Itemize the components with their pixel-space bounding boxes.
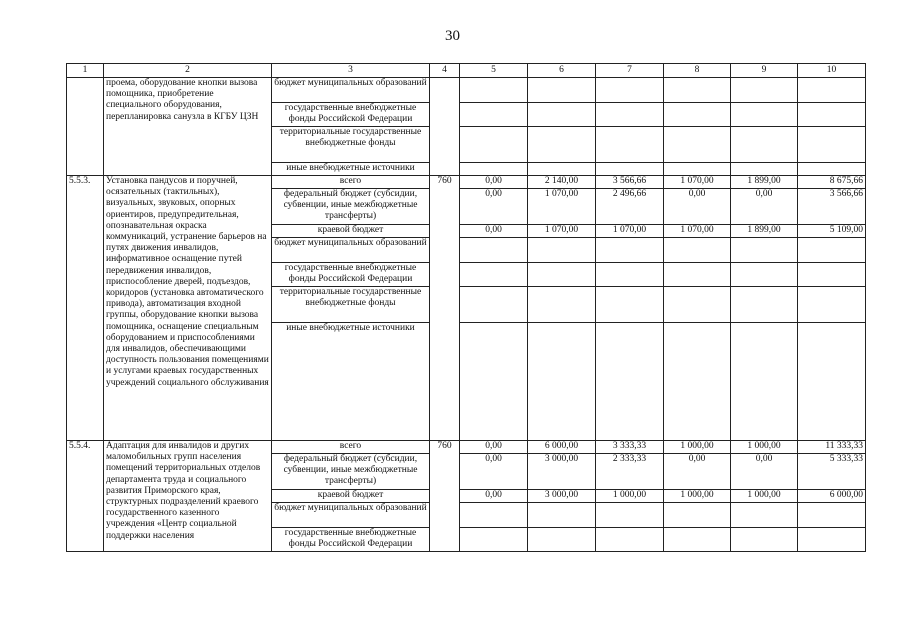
value-cell — [528, 127, 596, 163]
value-cell: 0,00 — [460, 441, 528, 454]
table-row — [67, 78, 866, 103]
value-cell — [664, 238, 731, 263]
column-header: 3 — [272, 64, 430, 78]
column-header: 7 — [596, 64, 664, 78]
column-header: 10 — [798, 64, 866, 78]
value-cell: 2 496,66 — [596, 189, 664, 225]
value-cell: 0,00 — [731, 189, 798, 225]
funding-source: территориальные государственные внебюджетные фонды — [272, 127, 430, 163]
value-cell — [528, 263, 596, 287]
value-cell: 0,00 — [664, 189, 731, 225]
value-cell: 3 566,66 — [798, 189, 866, 225]
value-cell — [798, 528, 866, 552]
value-cell: 0,00 — [460, 189, 528, 225]
value-cell — [596, 127, 664, 163]
value-cell: 3 333,33 — [596, 441, 664, 454]
value-cell: 3 566,66 — [596, 176, 664, 189]
value-cell — [460, 263, 528, 287]
value-cell: 1 070,00 — [596, 225, 664, 238]
value-cell — [596, 528, 664, 552]
item-code: 760 — [430, 441, 460, 552]
item-description: Адаптация для инвалидов и других маломобильных групп населения помещений территориальных отделов департамента труда и социального развития Приморского края, структурных подразделений краевого государственного казенного учреждения «Центр социальной поддержки населения — [104, 441, 272, 552]
value-cell — [596, 287, 664, 323]
funding-source: бюджет муниципальных образований — [272, 503, 430, 528]
value-cell — [460, 127, 528, 163]
value-cell — [664, 127, 731, 163]
value-cell: 5 333,33 — [798, 454, 866, 490]
value-cell: 6 000,00 — [798, 490, 866, 503]
item-number: 5.5.3. — [67, 176, 104, 441]
value-cell: 0,00 — [460, 176, 528, 189]
value-cell — [460, 163, 528, 176]
value-cell — [596, 103, 664, 127]
value-cell — [664, 503, 731, 528]
value-cell — [664, 103, 731, 127]
value-cell — [798, 263, 866, 287]
value-cell — [664, 528, 731, 552]
value-cell — [731, 263, 798, 287]
column-header: 8 — [664, 64, 731, 78]
value-cell: 1 070,00 — [664, 225, 731, 238]
value-cell — [731, 287, 798, 323]
column-header: 6 — [528, 64, 596, 78]
value-cell — [596, 263, 664, 287]
value-cell — [596, 323, 664, 441]
value-cell — [664, 163, 731, 176]
value-cell: 3 000,00 — [528, 454, 596, 490]
value-cell: 0,00 — [664, 454, 731, 490]
value-cell — [731, 163, 798, 176]
funding-source: государственные внебюджетные фонды Российской Федерации — [272, 263, 430, 287]
value-cell — [528, 103, 596, 127]
value-cell: 1 899,00 — [731, 225, 798, 238]
value-cell — [460, 238, 528, 263]
funding-source: всего — [272, 176, 430, 189]
value-cell: 6 000,00 — [528, 441, 596, 454]
value-cell — [528, 163, 596, 176]
funding-source: бюджет муниципальных образований — [272, 238, 430, 263]
funding-source: краевой бюджет — [272, 225, 430, 238]
column-header: 9 — [731, 64, 798, 78]
column-header: 5 — [460, 64, 528, 78]
value-cell — [460, 78, 528, 103]
value-cell: 0,00 — [460, 490, 528, 503]
item-code: 760 — [430, 176, 460, 441]
value-cell: 8 675,66 — [798, 176, 866, 189]
value-cell — [731, 127, 798, 163]
value-cell: 2 140,00 — [528, 176, 596, 189]
value-cell — [528, 78, 596, 103]
value-cell: 1 000,00 — [596, 490, 664, 503]
value-cell — [596, 238, 664, 263]
value-cell — [731, 103, 798, 127]
funding-source: федеральный бюджет (субсидии, субвенции, иные межбюджетные трансферты) — [272, 454, 430, 490]
value-cell — [731, 78, 798, 103]
value-cell — [731, 238, 798, 263]
value-cell — [460, 287, 528, 323]
value-cell — [798, 163, 866, 176]
value-cell — [798, 287, 866, 323]
value-cell — [528, 528, 596, 552]
funding-source: государственные внебюджетные фонды Российской Федерации — [272, 103, 430, 127]
budget-table — [66, 63, 866, 552]
value-cell: 0,00 — [460, 225, 528, 238]
value-cell — [798, 323, 866, 441]
item-number: 5.5.4. — [67, 441, 104, 552]
value-cell: 1 000,00 — [664, 441, 731, 454]
funding-source: всего — [272, 441, 430, 454]
value-cell — [460, 503, 528, 528]
value-cell: 1 000,00 — [731, 490, 798, 503]
funding-source: федеральный бюджет (субсидии, субвенции, иные межбюджетные трансферты) — [272, 189, 430, 225]
value-cell: 1 070,00 — [528, 189, 596, 225]
value-cell: 3 000,00 — [528, 490, 596, 503]
value-cell — [460, 323, 528, 441]
value-cell — [528, 323, 596, 441]
value-cell — [664, 78, 731, 103]
value-cell: 11 333,33 — [798, 441, 866, 454]
value-cell: 1 899,00 — [731, 176, 798, 189]
item-description: проема, оборудование кнопки вызова помощника, приобретение специального оборудования, перепланировка санузла в КГБУ ЦЗН — [104, 78, 272, 176]
table-row — [67, 176, 866, 189]
column-header: 1 — [67, 64, 104, 78]
value-cell: 1 070,00 — [528, 225, 596, 238]
value-cell: 1 000,00 — [664, 490, 731, 503]
value-cell: 5 109,00 — [798, 225, 866, 238]
value-cell — [460, 528, 528, 552]
value-cell — [596, 503, 664, 528]
value-cell — [664, 287, 731, 323]
value-cell — [731, 528, 798, 552]
value-cell — [798, 503, 866, 528]
value-cell — [528, 238, 596, 263]
value-cell: 1 000,00 — [731, 441, 798, 454]
funding-source: иные внебюджетные источники — [272, 323, 430, 441]
value-cell — [460, 103, 528, 127]
value-cell — [731, 503, 798, 528]
value-cell — [664, 323, 731, 441]
value-cell — [596, 78, 664, 103]
value-cell — [528, 503, 596, 528]
item-description: Установка пандусов и поручней, осязательных (тактильных), визуальных, звуковых, опорных ориентиров, предупредительная, опознавательная окраска коммуникаций, устранение барьеров на путях движения инвалидов, информативное оснащение путей передвижения инвалидов, приспособление дверей, подъездов, коридоров (установка автоматического привода), автоматизация входной группы, оборудование кнопки вызова помощника, оснащение специальным оборудованием и приспособлениями для инвалидов, обеспечивающими доступность пользования помещениями и услугами краевых государственных учреждений социального обслуживания — [104, 176, 272, 441]
value-cell — [798, 127, 866, 163]
value-cell: 0,00 — [731, 454, 798, 490]
item-number-cell — [67, 78, 104, 176]
value-cell — [798, 103, 866, 127]
table-row — [67, 441, 866, 454]
funding-source: бюджет муниципальных образований — [272, 78, 430, 103]
funding-source: государственные внебюджетные фонды Российской Федерации — [272, 528, 430, 552]
value-cell — [731, 323, 798, 441]
column-number-row — [67, 64, 866, 78]
value-cell — [664, 263, 731, 287]
funding-source: иные внебюджетные источники — [272, 163, 430, 176]
page-number: 30 — [445, 28, 460, 44]
value-cell — [798, 78, 866, 103]
value-cell — [798, 238, 866, 263]
value-cell — [596, 163, 664, 176]
funding-source: краевой бюджет — [272, 490, 430, 503]
column-header: 4 — [430, 64, 460, 78]
funding-source: территориальные государственные внебюджетные фонды — [272, 287, 430, 323]
code-cell — [430, 78, 460, 176]
column-header: 2 — [104, 64, 272, 78]
value-cell: 1 070,00 — [664, 176, 731, 189]
value-cell — [528, 287, 596, 323]
value-cell: 2 333,33 — [596, 454, 664, 490]
value-cell: 0,00 — [460, 454, 528, 490]
